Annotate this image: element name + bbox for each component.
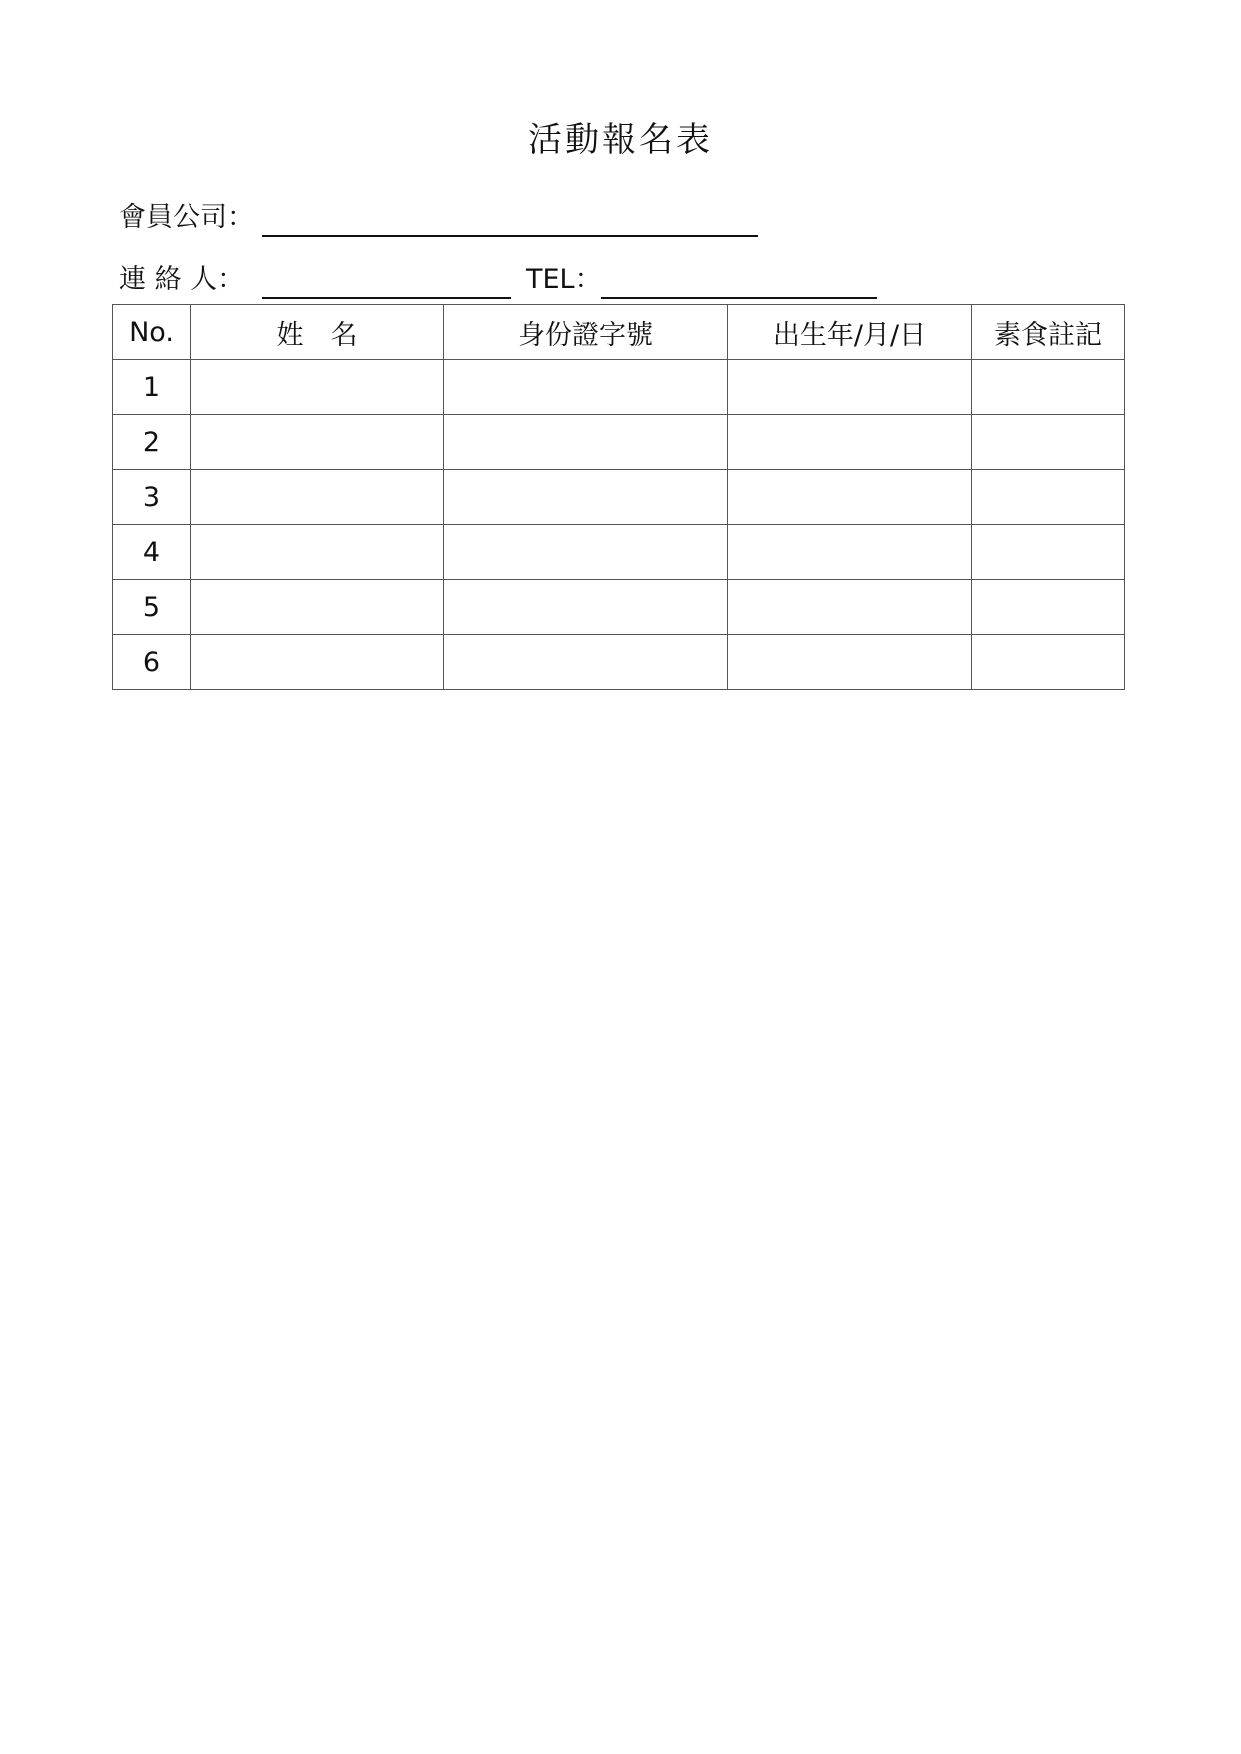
- table-row: [113, 580, 1125, 635]
- birth-date-cell[interactable]: [728, 525, 972, 580]
- birth-date-cell[interactable]: [728, 635, 972, 690]
- vegetarian-cell[interactable]: [972, 470, 1125, 525]
- table-header-row: [113, 305, 1125, 360]
- row-number: 4: [113, 525, 191, 580]
- row-number: 2: [113, 415, 191, 470]
- id-number-cell[interactable]: [444, 525, 728, 580]
- name-cell[interactable]: [191, 635, 444, 690]
- page-title: 活動報名表: [528, 120, 713, 160]
- table-row: [113, 635, 1125, 690]
- company-field[interactable]: [262, 235, 758, 237]
- vegetarian-cell[interactable]: [972, 525, 1125, 580]
- birth-date-cell[interactable]: [728, 470, 972, 525]
- company-label: 會員公司：: [119, 202, 254, 233]
- header-id-number: 身份證字號: [444, 305, 728, 360]
- header-vegetarian: 素食註記: [972, 305, 1125, 360]
- tel-field[interactable]: [601, 297, 877, 299]
- name-cell[interactable]: [191, 470, 444, 525]
- contact-person-label: 連 絡 人：: [119, 264, 245, 295]
- header-no: No.: [113, 305, 191, 360]
- header-birth-date: 出生年/月/日: [728, 305, 972, 360]
- vegetarian-cell[interactable]: [972, 635, 1125, 690]
- id-number-cell[interactable]: [444, 470, 728, 525]
- table-row: [113, 470, 1125, 525]
- name-cell[interactable]: [191, 525, 444, 580]
- tel-label: TEL：: [526, 264, 602, 295]
- name-cell[interactable]: [191, 360, 444, 415]
- id-number-cell[interactable]: [444, 580, 728, 635]
- row-number: 5: [113, 580, 191, 635]
- table-row: [113, 525, 1125, 580]
- row-number: 1: [113, 360, 191, 415]
- signup-table: [112, 304, 1125, 690]
- vegetarian-cell[interactable]: [972, 415, 1125, 470]
- name-cell[interactable]: [191, 415, 444, 470]
- vegetarian-cell[interactable]: [972, 360, 1125, 415]
- name-cell[interactable]: [191, 580, 444, 635]
- id-number-cell[interactable]: [444, 415, 728, 470]
- table-row: [113, 360, 1125, 415]
- birth-date-cell[interactable]: [728, 360, 972, 415]
- header-name: 姓 名: [191, 305, 444, 360]
- row-number: 6: [113, 635, 191, 690]
- birth-date-cell[interactable]: [728, 415, 972, 470]
- vegetarian-cell[interactable]: [972, 580, 1125, 635]
- id-number-cell[interactable]: [444, 360, 728, 415]
- row-number: 3: [113, 470, 191, 525]
- id-number-cell[interactable]: [444, 635, 728, 690]
- contact-person-field[interactable]: [262, 297, 511, 299]
- table-row: [113, 415, 1125, 470]
- birth-date-cell[interactable]: [728, 580, 972, 635]
